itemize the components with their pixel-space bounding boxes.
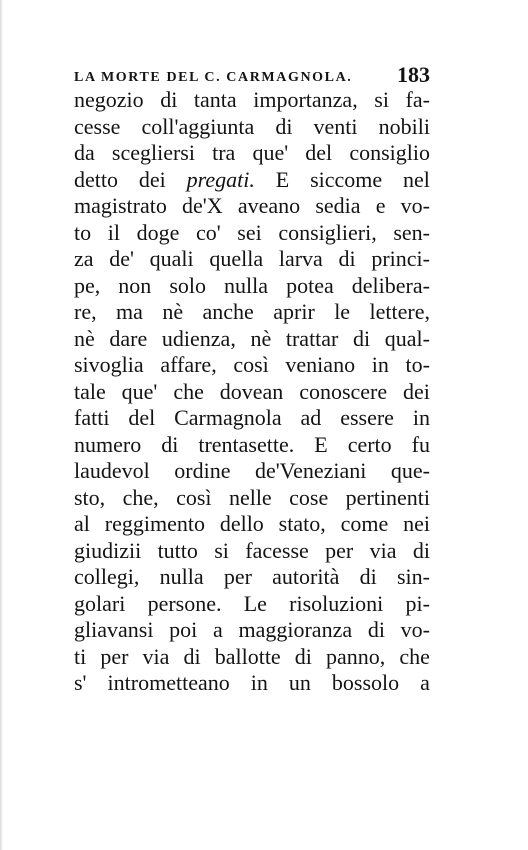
text-line	[74, 538, 430, 565]
word: fu	[411, 431, 430, 457]
word: si	[374, 87, 389, 112]
word: to-	[405, 352, 430, 377]
word: di	[275, 113, 293, 139]
word: importanza,	[253, 87, 358, 112]
word: tutto	[157, 537, 198, 563]
word: sedia	[315, 193, 361, 218]
word: udienza,	[161, 325, 236, 351]
word: anche	[202, 299, 254, 324]
word: aveano	[237, 193, 301, 218]
word: come	[340, 511, 389, 536]
text-line	[74, 299, 430, 326]
word: così	[176, 484, 212, 510]
word: solo	[169, 272, 207, 298]
text-line	[74, 458, 430, 485]
word: facesse	[245, 537, 309, 563]
word: trentasette.	[198, 431, 295, 457]
text-line	[74, 352, 430, 379]
word: tale	[74, 378, 106, 404]
word: conoscere	[299, 378, 388, 404]
word: nobili	[378, 113, 430, 139]
word: za	[74, 246, 94, 271]
word: via	[142, 643, 170, 669]
word: delibera-	[351, 272, 430, 298]
word: nè	[162, 299, 184, 324]
word: al	[74, 511, 90, 536]
word: che,	[122, 484, 159, 510]
word: ma	[116, 299, 143, 324]
word: sin-	[396, 564, 430, 589]
word: gliavansi	[74, 617, 154, 642]
word: di	[294, 643, 312, 669]
text-line	[74, 432, 430, 459]
word: tanta	[193, 87, 237, 112]
text-line	[74, 591, 430, 618]
word: panno,	[326, 643, 386, 669]
word: cose	[289, 484, 329, 510]
word: de'Veneziani	[254, 458, 367, 483]
word: di	[183, 643, 201, 669]
word: lettere,	[369, 299, 430, 324]
word: intrometteano	[107, 670, 230, 695]
word: trattar	[285, 325, 339, 351]
word: per	[325, 537, 354, 563]
word: re,	[74, 299, 97, 324]
word: pertinenti	[345, 484, 430, 510]
word: persone.	[147, 590, 222, 616]
word: maggioranza	[238, 617, 353, 642]
word: dei	[138, 166, 166, 192]
word: ballotte	[214, 643, 281, 669]
text-line	[74, 564, 430, 591]
text-line	[74, 87, 430, 114]
text-line	[74, 670, 430, 697]
word: che	[173, 378, 204, 404]
word: Carmagnola	[174, 405, 282, 430]
word: siccome	[310, 166, 383, 192]
word: nè	[250, 325, 272, 351]
word: golari	[74, 590, 126, 616]
page-number: 183	[397, 62, 430, 87]
word: potea	[286, 272, 334, 298]
word: in	[412, 405, 430, 430]
word: fatti	[74, 405, 110, 430]
word: il	[107, 219, 120, 245]
word: coll'aggiunta	[141, 113, 255, 139]
word: poi	[169, 617, 198, 642]
word: que'	[121, 378, 158, 404]
word: s'	[74, 670, 87, 695]
word: aprir	[273, 299, 315, 324]
word: veniano	[285, 352, 356, 377]
word: che	[399, 643, 430, 669]
running-title: LA MORTE DEL C. CARMAGNOLA.	[74, 70, 353, 85]
word: Le	[243, 590, 267, 616]
word: reggimento	[104, 511, 205, 536]
word: certo	[347, 431, 392, 457]
word: que'	[252, 140, 289, 165]
word: princi-	[371, 246, 430, 271]
word: sei	[237, 219, 262, 245]
word: di	[367, 617, 385, 642]
word: nè	[74, 325, 95, 351]
word: magistrato	[74, 193, 167, 218]
word: fa-	[405, 87, 430, 112]
word: sen-	[393, 219, 430, 245]
word: non	[118, 272, 152, 298]
word: detto	[74, 166, 118, 192]
word: dei	[403, 378, 430, 404]
word: di	[160, 87, 178, 112]
word: E	[314, 431, 328, 457]
word: le	[334, 299, 351, 324]
text-line	[74, 379, 430, 406]
word: numero	[74, 431, 142, 457]
word: del	[305, 140, 333, 165]
word: nulla	[159, 564, 204, 589]
word: cesse	[74, 113, 121, 139]
word: di	[359, 564, 377, 589]
word: sto,	[74, 484, 106, 510]
word: si	[214, 537, 229, 563]
word: in	[250, 670, 268, 695]
word: dovean	[219, 378, 284, 404]
word: consiglieri,	[278, 219, 377, 245]
word: nulla	[224, 272, 269, 298]
word: in	[371, 352, 389, 377]
word: de'	[109, 246, 134, 271]
running-head	[74, 60, 430, 86]
body-text	[74, 87, 430, 697]
word: venti	[313, 113, 358, 139]
word: giudizii	[74, 537, 142, 563]
word: quali	[149, 246, 194, 271]
word: per	[223, 564, 252, 589]
word: e	[375, 193, 386, 218]
word: per	[100, 643, 129, 669]
word: scegliersi	[111, 140, 195, 165]
word: collegi,	[74, 564, 140, 589]
word: di	[338, 246, 356, 271]
word: di	[412, 537, 430, 563]
word: un	[288, 670, 311, 695]
word: de'X	[182, 193, 223, 218]
text-line	[74, 193, 430, 220]
text-line	[74, 246, 430, 273]
word: autorità	[272, 564, 340, 589]
word: nelle	[228, 484, 272, 510]
word: di	[353, 325, 371, 351]
word: stato,	[278, 511, 326, 536]
word: via	[369, 537, 397, 563]
word: laudevol	[74, 458, 150, 483]
word: a	[420, 670, 430, 695]
text-line	[74, 485, 430, 512]
text-line	[74, 617, 430, 644]
word: nel	[403, 166, 430, 192]
word: pi-	[405, 590, 430, 616]
word: pregati.	[186, 166, 255, 192]
text-line	[74, 140, 430, 167]
word: doge	[136, 219, 180, 245]
word: risoluzioni	[289, 590, 384, 616]
text-line	[74, 114, 430, 141]
text-line	[74, 220, 430, 247]
word: qual-	[384, 325, 430, 351]
word: negozio	[74, 87, 144, 112]
word: pe,	[74, 272, 101, 298]
word: quella	[209, 246, 264, 271]
text-line	[74, 511, 430, 538]
text-line	[74, 167, 430, 194]
word: co'	[195, 219, 221, 245]
word: vo-	[400, 617, 430, 642]
word: ti	[74, 643, 87, 669]
text-line	[74, 405, 430, 432]
word: sivoglia	[74, 352, 144, 377]
text-line	[74, 326, 430, 353]
word: vo-	[400, 193, 430, 218]
word: larva	[278, 246, 323, 271]
word: tra	[212, 140, 236, 165]
word: consiglio	[349, 140, 430, 165]
word: dello	[219, 511, 264, 536]
word: del	[128, 405, 156, 430]
text-line	[74, 273, 430, 300]
word: essere	[340, 405, 394, 430]
word: da	[74, 140, 95, 165]
word: affare,	[160, 352, 217, 377]
word: così	[233, 352, 269, 377]
word: bossolo	[331, 670, 400, 695]
word: nei	[403, 511, 430, 536]
word: que-	[390, 458, 430, 483]
word: ordine	[174, 458, 231, 483]
word: di	[161, 431, 179, 457]
word: to	[74, 219, 92, 245]
word: dare	[109, 325, 148, 351]
word: E	[275, 166, 290, 192]
text-line	[74, 644, 430, 671]
word: ad	[300, 405, 322, 430]
page-gutter	[0, 0, 3, 850]
word: a	[213, 617, 223, 642]
